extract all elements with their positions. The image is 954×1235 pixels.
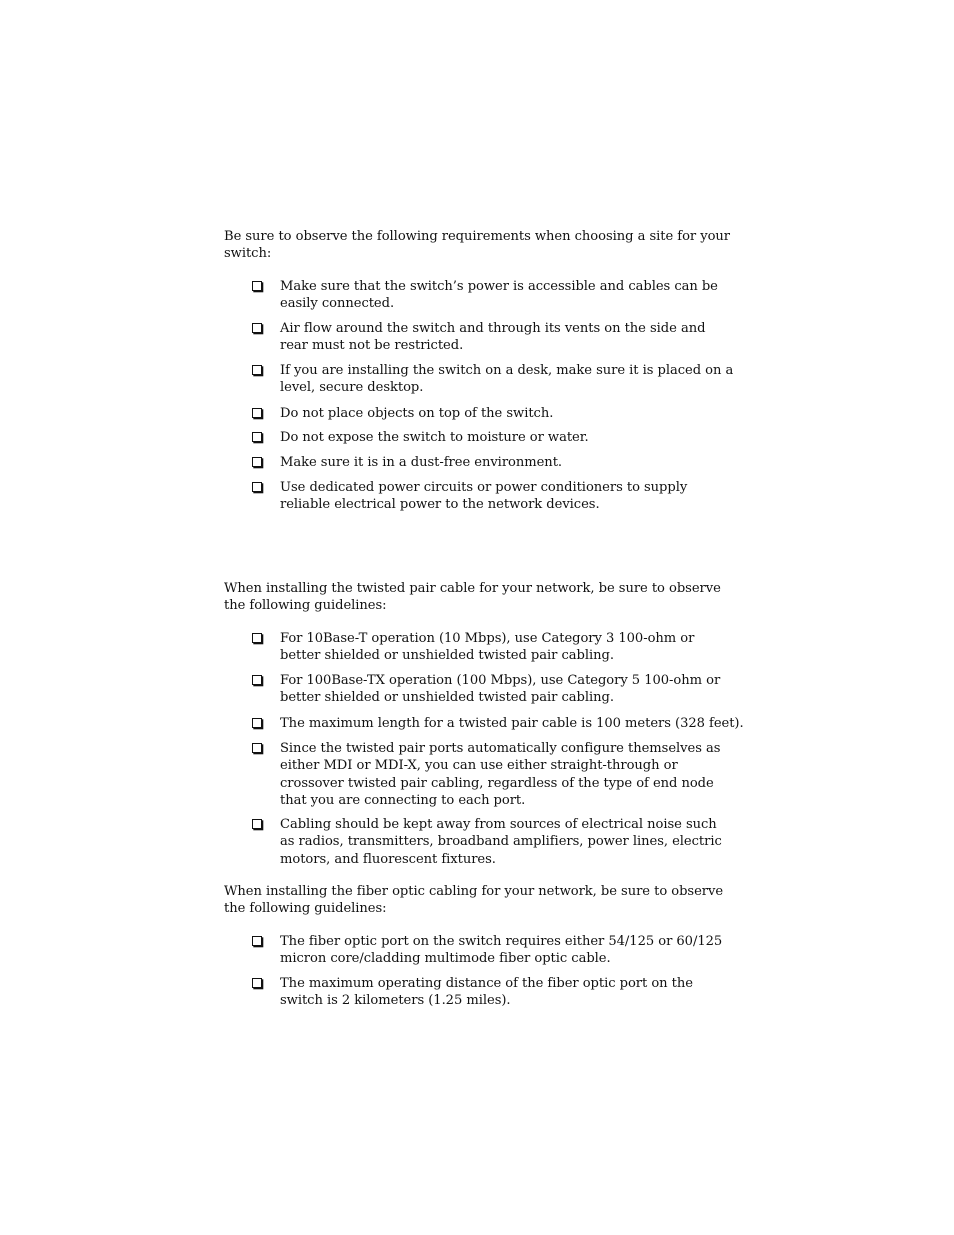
- list-item-text: Use dedicated power circuits or power conditioners to supply reliable electrical power to the network devices.: [280, 480, 688, 513]
- list-item-text: Air flow around the switch and through its vents on the side and rear must not be restricted.: [280, 321, 706, 354]
- checkbox-bullet-icon: [252, 281, 262, 291]
- list-item-text: Make sure it is in a dust-free environment.: [280, 455, 563, 470]
- checkbox-bullet-icon: [252, 482, 262, 492]
- checkbox-bullet-icon: [252, 432, 262, 442]
- list-item-text: Since the twisted pair ports automatically configure themselves as either MDI or MDI-X, you can use either straight-through or crossover twisted pair cabling, regardless of the type of end node that you are connecting to each port.: [280, 741, 721, 808]
- checkbox-bullet-icon: [252, 633, 262, 643]
- list-item-text: Do not expose the switch to moisture or water.: [280, 430, 589, 445]
- checkbox-bullet-icon: [252, 978, 262, 988]
- checkbox-bullet-icon: [252, 743, 262, 753]
- list-item-text: Cabling should be kept away from sources of electrical noise such as radios, transmitters, broadband amplifiers, power lines, electric motors, and fluorescent fixtures.: [280, 817, 722, 867]
- list-item-text: The maximum operating distance of the fiber optic port on the switch is 2 kilometers (1.25 miles).: [280, 976, 693, 1009]
- list-item-text: For 10Base-T operation (10 Mbps), use Category 3 100-ohm or better shielded or unshielded twisted pair cabling.: [280, 631, 695, 664]
- checkbox-bullet-icon: [252, 718, 262, 728]
- site-requirements-intro: Be sure to observe the following requirements when choosing a site for your switch:: [224, 229, 731, 262]
- checkbox-bullet-icon: [252, 365, 262, 375]
- fiber-optic-intro: When installing the fiber optic cabling for your network, be sure to observe the following guidelines:: [224, 884, 724, 917]
- checkbox-bullet-icon: [252, 408, 262, 418]
- list-item-text: Do not place objects on top of the switch.: [280, 406, 554, 421]
- checkbox-bullet-icon: [252, 936, 262, 946]
- list-item-text: For 100Base-TX operation (100 Mbps), use Category 5 100-ohm or better shielded or unshielded twisted pair cabling.: [280, 673, 721, 706]
- list-item-text: Make sure that the switch’s power is accessible and cables can be easily connected.: [280, 279, 718, 312]
- checkbox-bullet-icon: [252, 675, 262, 685]
- list-item-text: If you are installing the switch on a desk, make sure it is placed on a level, secure desktop.: [280, 363, 734, 396]
- list-item-text: The maximum length for a twisted pair cable is 100 meters (328 feet).: [280, 716, 744, 731]
- checkbox-bullet-icon: [252, 323, 262, 333]
- twisted-pair-intro: When installing the twisted pair cable for your network, be sure to observe the following guidelines:: [224, 581, 721, 614]
- checkbox-bullet-icon: [252, 457, 262, 467]
- checkbox-bullet-icon: [252, 819, 262, 829]
- list-item-text: The fiber optic port on the switch requires either 54/125 or 60/125 micron core/cladding multimode fiber optic cable.: [280, 934, 723, 967]
